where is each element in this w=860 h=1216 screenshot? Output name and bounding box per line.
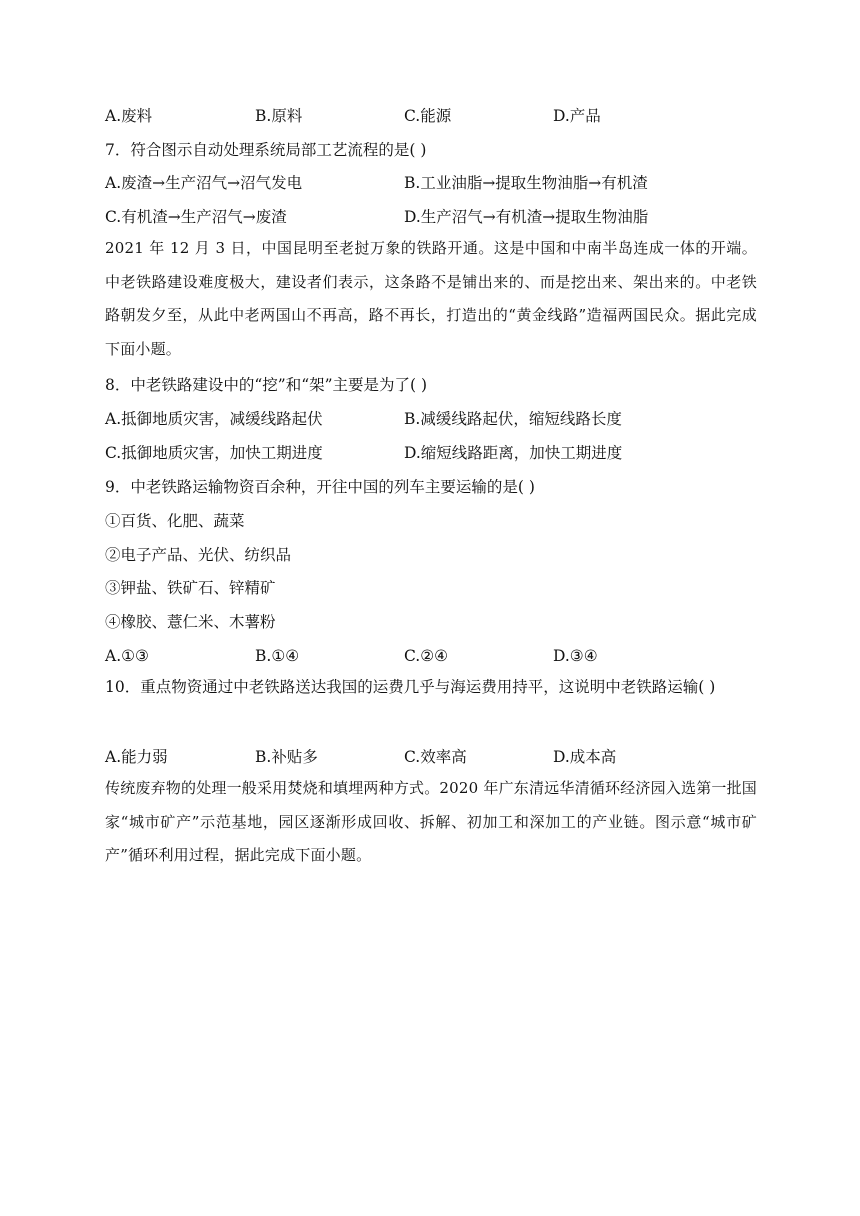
q8-option-d: D.缩短线路距离，加快工期进度	[404, 444, 623, 462]
q10-option-b: B.补贴多	[255, 748, 318, 766]
q8-option-b: B.减缓线路起伏，缩短线路长度	[404, 410, 622, 428]
q8-stem: 8．中老铁路建设中的“挖”和“架”主要是为了( )	[105, 376, 428, 394]
q7-option-c: C.有机渣→生产沼气→废渣	[105, 208, 287, 226]
q9-option-d: D.③④	[553, 647, 598, 665]
q9-stem: 9．中老铁路运输物资百余种，开往中国的列车主要运输的是( )	[105, 478, 535, 496]
q9-option-c: C.②④	[404, 647, 449, 665]
q6-option-b: B.原料	[255, 107, 303, 125]
q8-option-c: C.抵御地质灾害，加快工期进度	[105, 444, 323, 462]
q10-option-a: A.能力弱	[105, 748, 168, 766]
q10-option-c: C.效率高	[404, 748, 467, 766]
q10-option-d: D.成本高	[553, 748, 617, 766]
q9-item-2: ②电子产品、光伏、纺织品	[105, 546, 292, 564]
q9-option-b: B.①④	[255, 647, 300, 665]
q7-stem: 7．符合图示自动处理系统局部工艺流程的是( )	[105, 141, 427, 159]
q9-item-4: ④橡胶、薏仁米、木薯粉	[105, 613, 276, 631]
passage-railway: 2021 年 12 月 3 日，中国昆明至老挝万象的铁路开通。这是中国和中南半岛连成一体的开端。中老铁路建设难度极大，建设者们表示，这条路不是铺出来的、而是挖出来、架出来的。中老铁路朝发夕至，从此中老两国山不再高，路不再长，打造出的“黄金线路”造福两国民众。据此完成下面小题。	[105, 239, 757, 359]
q7-option-a: A.废渣→生产沼气→沼气发电	[105, 174, 303, 192]
q9-item-1: ①百货、化肥、蔬菜	[105, 512, 245, 530]
q6-option-c: C.能源	[404, 107, 452, 125]
q7-option-d: D.生产沼气→有机渣→提取生物油脂	[404, 208, 649, 226]
q7-option-b: B.工业油脂→提取生物油脂→有机渣	[404, 174, 648, 192]
q8-option-a: A.抵御地质灾害，减缓线路起伏	[105, 410, 323, 428]
q10-stem: 10．重点物资通过中老铁路送达我国的运费几乎与海运费用持平，这说明中老铁路运输( )	[105, 678, 716, 696]
q9-option-a: A.①③	[105, 647, 149, 665]
passage-urban-mining: 传统废弃物的处理一般采用焚烧和填埋两种方式。2020 年广东清远华清循环经济园入选第一批国家“城市矿产”示范基地，园区逐渐形成回收、拆解、初加工和深加工的产业链。图示意“城市矿产”循环利用过程，据此完成下面小题。	[105, 779, 757, 865]
q9-item-3: ③钾盐、铁矿石、锌精矿	[105, 579, 276, 597]
q6-option-a: A.废料	[105, 107, 153, 125]
q6-option-d: D.产品	[553, 107, 601, 125]
